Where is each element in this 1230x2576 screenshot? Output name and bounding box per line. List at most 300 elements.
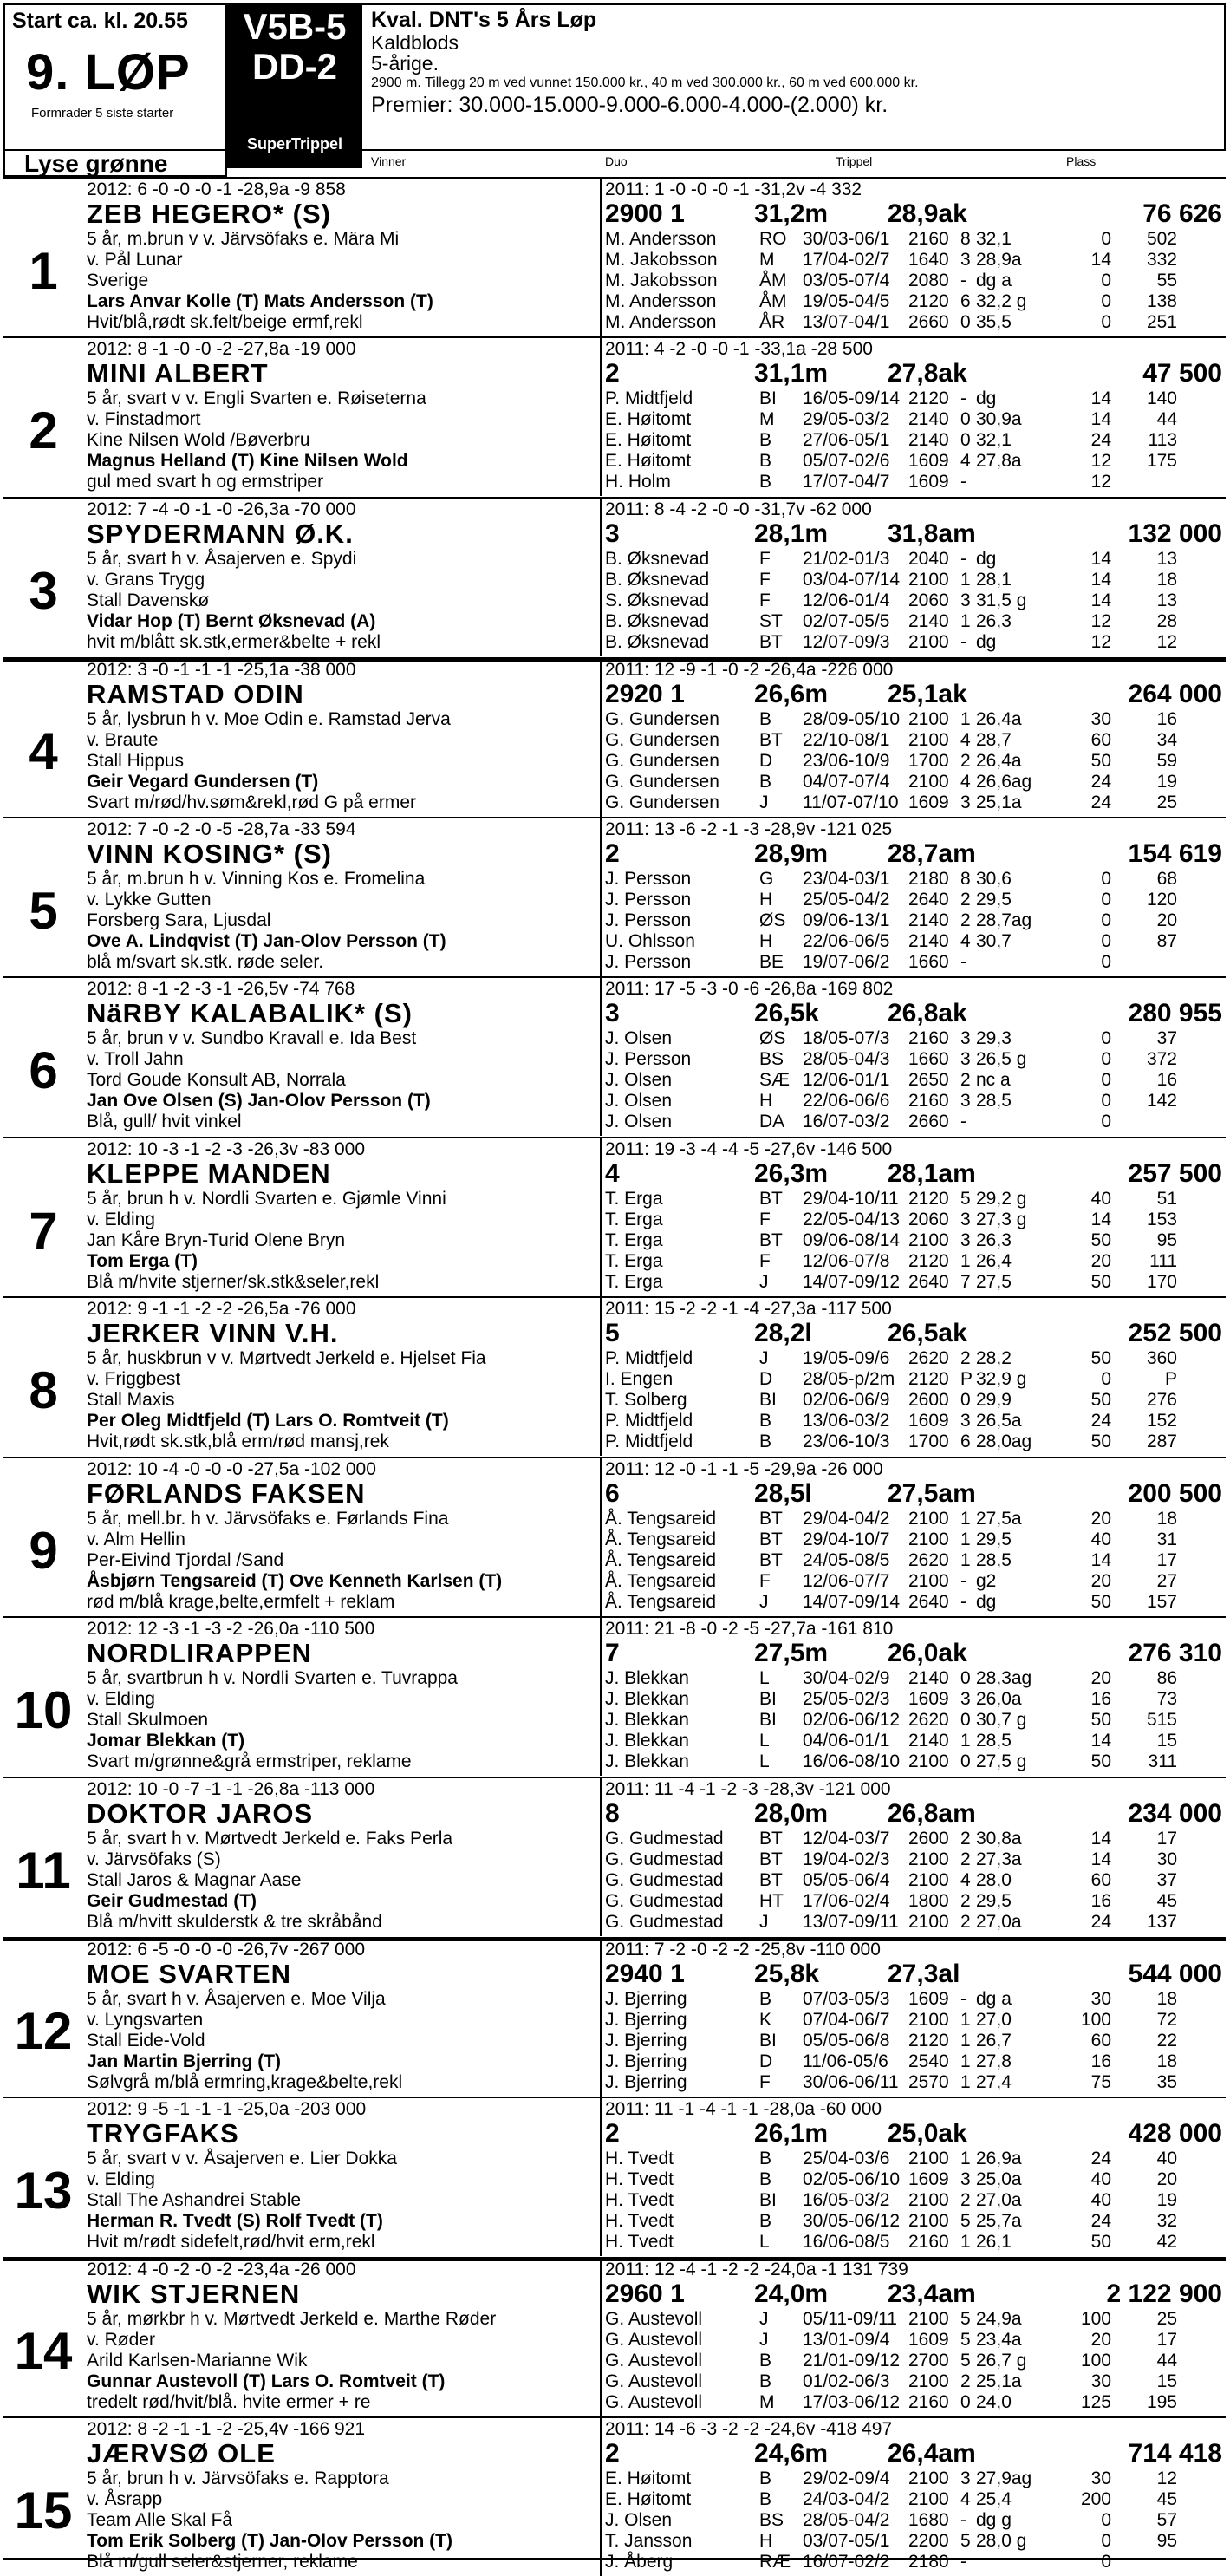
race-dist: 2160: [908, 2392, 949, 2412]
race-date: 16/05-09/14: [803, 388, 901, 408]
horse-name: RAMSTAD ODIN: [87, 679, 304, 709]
race-odds: 20: [1090, 1509, 1111, 1529]
race-time: 26,4: [976, 1251, 1012, 1271]
race-prize: 140: [1146, 388, 1177, 408]
stats-2011: 2011: 13 -6 -2 -1 -3 -28,9v -121 025: [605, 819, 893, 839]
race-date: 21/02-01/3: [803, 549, 890, 569]
race-dist: 2120: [908, 388, 949, 408]
race-driver: M. Andersson: [605, 229, 717, 249]
race-dist: 2100: [908, 1230, 949, 1250]
race-track: ÅM: [759, 291, 787, 311]
race-place: 8: [960, 229, 971, 249]
race-track: ØS: [759, 910, 786, 930]
race-dist: 2600: [908, 1390, 949, 1410]
race-date: 29/05-03/2: [803, 409, 890, 429]
race-prize: 175: [1146, 451, 1177, 471]
horse-entry: [3, 1778, 1226, 1936]
stats-2011: 2011: 8 -4 -2 -0 -0 -31,7v -62 000: [605, 499, 872, 519]
column-divider: [600, 1458, 602, 1616]
race-time: 25,0a: [976, 2169, 1022, 2189]
horse-entry: [3, 1138, 1226, 1296]
race-dist: 2180: [908, 869, 949, 889]
race-driver: J. Bjerring: [605, 2010, 687, 2030]
horse-trainer-driver: Ove A. Lindqvist (T) Jan-Olov Persson (T): [87, 931, 446, 951]
record-1: 24,0m: [754, 2279, 829, 2308]
column-divider: [600, 1939, 602, 2097]
record-1: 26,5k: [754, 999, 820, 1027]
race-date: 14/07-09/12: [803, 1272, 901, 1292]
start-number: 15: [14, 2481, 73, 2540]
distance-summary: 2920 1: [605, 680, 685, 708]
start-number: 3: [29, 562, 58, 620]
horse-name: TRYGFAKS: [87, 2118, 239, 2149]
race-prize: 17: [1156, 1829, 1177, 1849]
race-prize: 95: [1156, 1230, 1177, 1250]
start-number: 11: [16, 1842, 71, 1900]
race-prize: 138: [1146, 291, 1177, 311]
race-driver: H. Tvedt: [605, 2232, 674, 2252]
horse-name: MINI ALBERT: [87, 358, 269, 388]
distance-summary: 2960 1: [605, 2279, 685, 2308]
race-dist: 2140: [908, 910, 949, 930]
race-place: -: [960, 388, 966, 408]
race-date: 27/06-05/1: [803, 430, 890, 450]
horse-name: MOE SVARTEN: [87, 1959, 292, 1989]
race-driver: J. Blekkan: [605, 1668, 689, 1688]
col-duo: Duo: [605, 154, 628, 168]
race-date: 09/06-08/14: [803, 1230, 901, 1250]
horse-pedigree: 5 år, brun h v. Järvsöfaks e. Rapptora: [87, 2468, 389, 2488]
race-prize: 37: [1156, 1870, 1177, 1890]
horse-owner: Kine Nilsen Wold /Bøverbru: [87, 430, 310, 450]
race-driver: G. Gudmestad: [605, 1829, 724, 1849]
record-2: 25,1ak: [888, 680, 967, 708]
race-time: 28,0 g: [976, 2531, 1027, 2551]
race-driver: E. Høitomt: [605, 451, 692, 471]
race-place: 5: [960, 1189, 971, 1209]
horse-pedigree: 5 år, m.brun v v. Järvsöfaks e. Mära Mi: [87, 229, 400, 249]
distance-summary: 2940 1: [605, 1960, 685, 1988]
race-driver: M. Andersson: [605, 312, 717, 332]
race-place: 7: [960, 1272, 971, 1292]
race-prize: 142: [1146, 1091, 1177, 1111]
start-number: 7: [29, 1202, 58, 1260]
race-track: BT: [759, 1230, 783, 1250]
race-track: M: [759, 2392, 775, 2412]
race-track: F: [759, 570, 771, 590]
race-track: F: [759, 1210, 771, 1229]
distance-summary: 8: [605, 1799, 620, 1828]
stats-2012: 2012: 12 -3 -1 -3 -2 -26,0a -110 500: [87, 1619, 375, 1639]
column-divider: [600, 2259, 602, 2416]
column-divider: [600, 179, 602, 336]
race-prize: 18: [1156, 1509, 1177, 1529]
race-driver: J. Åberg: [605, 2552, 674, 2572]
race-prize: 12: [1156, 632, 1177, 652]
race-track: BT: [759, 632, 783, 652]
horse-trainer-driver: Åsbjørn Tengsareid (T) Ove Kenneth Karlsen (T): [87, 1571, 503, 1591]
race-time: 27,0a: [976, 1912, 1022, 1932]
race-date: 17/03-06/12: [803, 2392, 901, 2412]
race-track: L: [759, 1731, 770, 1751]
race-place: -: [960, 1571, 966, 1591]
race-dist: 2120: [908, 1369, 949, 1389]
race-place: 3: [960, 792, 971, 812]
race-date: 28/09-05/10: [803, 709, 901, 729]
race-dist: 2100: [908, 772, 949, 792]
race-place: 2: [960, 1070, 971, 1090]
race-title: Kval. DNT's 5 Års Løp: [371, 8, 597, 32]
race-date: 17/04-02/7: [803, 250, 890, 270]
race-time: 29,5: [976, 1529, 1012, 1549]
horse-owner: Stall Eide-Vold: [87, 2031, 205, 2051]
race-place: 2: [960, 1849, 971, 1869]
race-place: 2: [960, 890, 971, 910]
race-driver: M. Andersson: [605, 291, 717, 311]
horse-owner: Stall Hippus: [87, 751, 185, 771]
race-prize: 16: [1156, 709, 1177, 729]
race-place: 2: [960, 1891, 971, 1911]
column-divider: [600, 338, 602, 496]
race-driver: G. Gundersen: [605, 751, 719, 771]
distance-summary: 2900 1: [605, 199, 685, 228]
stats-2012: 2012: 9 -1 -1 -2 -2 -26,5a -76 000: [87, 1299, 356, 1319]
horse-entry: [3, 659, 1226, 817]
race-driver: P. Midtfjeld: [605, 1411, 693, 1431]
race-odds: 40: [1090, 1189, 1111, 1209]
stats-2011: 2011: 21 -8 -0 -2 -5 -27,7a -161 810: [605, 1619, 894, 1639]
distance-summary: 7: [605, 1639, 620, 1667]
race-track: J: [759, 1272, 769, 1292]
race-odds: 50: [1090, 1592, 1111, 1612]
race-odds: 12: [1090, 472, 1111, 492]
race-odds: 50: [1090, 1751, 1111, 1771]
race-odds: 0: [1101, 2552, 1111, 2572]
race-date: 04/07-07/4: [803, 772, 890, 792]
stats-2011: 2011: 11 -4 -1 -2 -3 -28,3v -121 000: [605, 1779, 891, 1799]
record-2: 31,8am: [888, 519, 976, 548]
race-driver: G. Austevoll: [605, 2371, 703, 2391]
record-2: 26,8ak: [888, 999, 967, 1027]
race-date: 29/02-09/4: [803, 2468, 890, 2488]
distance-summary: 5: [605, 1319, 620, 1347]
horse-name: WIK STJERNEN: [87, 2279, 301, 2309]
race-date: 21/01-09/12: [803, 2351, 901, 2371]
race-odds: 24: [1090, 772, 1111, 792]
race-prize: 372: [1146, 1049, 1177, 1069]
race-driver: J. Blekkan: [605, 1689, 689, 1709]
race-track: J: [759, 792, 769, 812]
race-dist: 2140: [908, 611, 949, 631]
race-prize: 15: [1156, 2371, 1177, 2391]
horse-entry: [3, 1939, 1226, 2097]
race-time: 28,7: [976, 730, 1012, 750]
stats-2012: 2012: 6 -5 -0 -0 -0 -26,7v -267 000: [87, 1940, 366, 1960]
horse-trainer-driver: Jomar Blekkan (T): [87, 1731, 245, 1751]
race-time: 29,5: [976, 1891, 1012, 1911]
race-time: 26,9a: [976, 2149, 1022, 2168]
race-time: 28,5: [976, 1091, 1012, 1111]
col-plass: Plass: [1066, 154, 1097, 168]
race-place: -: [960, 472, 966, 492]
race-dist: 2160: [908, 1091, 949, 1111]
race-time: 26,5 g: [976, 1049, 1027, 1069]
total-earnings: 2 122 900: [1106, 2279, 1222, 2308]
race-odds: 16: [1090, 2051, 1111, 2071]
race-prize: 17: [1156, 2330, 1177, 2350]
race-odds: 0: [1101, 890, 1111, 910]
race-dist: 2100: [908, 1509, 949, 1529]
race-prize: 18: [1156, 2051, 1177, 2071]
record-2: 27,8ak: [888, 359, 967, 388]
race-driver: T. Erga: [605, 1251, 663, 1271]
horse-dam-sire: v. Braute: [87, 730, 159, 750]
race-prize: 19: [1156, 2190, 1177, 2210]
race-time: 25,1a: [976, 2371, 1022, 2391]
race-prize: 95: [1156, 2531, 1177, 2551]
horse-name: VINN KOSING* (S): [87, 838, 332, 869]
race-driver: M. Jakobsson: [605, 271, 718, 290]
horse-separator: [3, 2558, 1226, 2560]
horse-pedigree: 5 år, svart h v. Åsajerven e. Spydi: [87, 549, 357, 569]
race-time: 30,8a: [976, 1829, 1022, 1849]
race-prize: 15: [1156, 1731, 1177, 1751]
race-date: 16/07-03/2: [803, 1112, 890, 1131]
race-time: 26,7 g: [976, 2351, 1027, 2371]
race-prize: 25: [1156, 2309, 1177, 2329]
race-date: 30/04-02/9: [803, 1668, 890, 1688]
race-dist: 2620: [908, 1710, 949, 1730]
horse-pedigree: 5 år, huskbrun v v. Mørtvedt Jerkeld e. Hjelset Fia: [87, 1348, 486, 1368]
horse-owner: Stall Maxis: [87, 1390, 175, 1410]
race-driver: J. Olsen: [605, 2510, 673, 2530]
race-odds: 0: [1101, 2531, 1111, 2551]
color-label: Lyse grønne: [3, 151, 227, 177]
race-dist: 1680: [908, 2510, 949, 2530]
race-prize: 120: [1146, 890, 1177, 910]
game-type-supertrippel: SuperTrippel: [246, 135, 343, 153]
race-prize: 59: [1156, 751, 1177, 771]
race-place: -: [960, 632, 966, 652]
race-place: 1: [960, 570, 971, 590]
race-date: 11/06-05/6: [803, 2051, 888, 2071]
race-track: B: [759, 2468, 772, 2488]
race-distance: 2900 m. Tillegg 20 m ved vunnet 150.000 kr., 40 m ved 300.000 kr., 60 m ved 600.000 kr.: [371, 75, 919, 90]
race-time: 35,5: [976, 312, 1012, 332]
race-odds: 30: [1090, 2371, 1111, 2391]
column-divider: [600, 978, 602, 1136]
horse-colors: rød m/blå krage,belte,ermfelt + reklam: [87, 1592, 395, 1612]
stats-2012: 2012: 8 -2 -1 -1 -2 -25,4v -166 921: [87, 2419, 366, 2439]
race-place: 3: [960, 1049, 971, 1069]
race-date: 16/06-08/5: [803, 2232, 890, 2252]
race-prize: 276: [1146, 1390, 1177, 1410]
horse-dam-sire: v. Elding: [87, 2169, 155, 2189]
race-time: 27,4: [976, 2072, 1012, 2092]
race-time: dg g: [976, 2510, 1012, 2530]
column-divider: [600, 1138, 602, 1296]
horse-trainer-driver: Tom Erik Solberg (T) Jan-Olov Persson (T): [87, 2531, 452, 2551]
race-time: 26,0a: [976, 1689, 1022, 1709]
record-2: 26,5ak: [888, 1319, 967, 1347]
horse-name: SPYDERMANN Ø.K.: [87, 518, 354, 549]
race-date: 12/06-01/1: [803, 1070, 890, 1090]
distance-summary: 2: [605, 2439, 620, 2468]
race-dist: 2640: [908, 1272, 949, 1292]
race-dist: 2140: [908, 409, 949, 429]
start-number: 10: [14, 1681, 73, 1739]
horse-colors: Blå m/gull seler&stjerner, reklame: [87, 2552, 358, 2572]
horse-owner: Stall Jaros & Magnar Aase: [87, 1870, 302, 1890]
race-odds: 0: [1101, 271, 1111, 290]
record-1: 28,0m: [754, 1799, 829, 1828]
race-driver: B. Øksnevad: [605, 611, 710, 631]
race-time: 28,7ag: [976, 910, 1032, 930]
race-dist: 2100: [908, 2371, 949, 2391]
race-time: 27,8a: [976, 451, 1022, 471]
race-driver: H. Holm: [605, 472, 671, 492]
column-divider: [600, 2098, 602, 2256]
race-odds: 50: [1090, 1272, 1111, 1292]
race-place: 3: [960, 2169, 971, 2189]
race-odds: 24: [1090, 430, 1111, 450]
race-date: 19/05-04/5: [803, 291, 890, 311]
horse-colors: Svart m/grønne&grå ermstriper, reklame: [87, 1751, 412, 1771]
race-odds: 50: [1090, 1348, 1111, 1368]
total-earnings: 154 619: [1128, 839, 1222, 868]
race-place: 0: [960, 1710, 971, 1730]
race-odds: 14: [1090, 1550, 1111, 1570]
horse-pedigree: 5 år, mørkbr h v. Mørtvedt Jerkeld e. Marthe Røder: [87, 2309, 497, 2329]
distance-summary: 2: [605, 839, 620, 868]
race-driver: T. Solberg: [605, 1390, 687, 1410]
race-dist: 2620: [908, 1550, 949, 1570]
race-driver: J. Bjerring: [605, 2072, 687, 2092]
race-date: 02/05-06/10: [803, 2169, 901, 2189]
race-date: 25/05-02/3: [803, 1689, 890, 1709]
race-odds: 0: [1101, 931, 1111, 951]
race-date: 19/07-06/2: [803, 952, 890, 972]
race-dist: 2540: [908, 2051, 949, 2071]
race-place: 3: [960, 590, 971, 610]
race-odds: 0: [1101, 1049, 1111, 1069]
race-odds: 200: [1080, 2489, 1111, 2509]
race-prize: 32: [1156, 2211, 1177, 2231]
horse-dam-sire: v. Elding: [87, 1689, 155, 1709]
race-time: 23,4a: [976, 2330, 1022, 2350]
race-driver: G. Gudmestad: [605, 1849, 724, 1869]
race-track: BI: [759, 1390, 777, 1410]
race-odds: 24: [1090, 1912, 1111, 1932]
race-prize: 44: [1156, 409, 1177, 429]
race-track: J: [759, 1912, 769, 1932]
record-1: 26,6m: [754, 680, 829, 708]
race-dist: 2100: [908, 2468, 949, 2488]
race-dist: 1609: [908, 1689, 949, 1709]
horse-entry: [3, 818, 1226, 976]
race-dist: 2060: [908, 590, 949, 610]
race-place: -: [960, 1592, 966, 1612]
horse-colors: Sølvgrå m/blå ermring,krage&belte,rekl: [87, 2072, 403, 2092]
horse-colors: Svart m/rød/hv.søm&rekl,rød G på ermer: [87, 792, 416, 812]
race-place: 5: [960, 2531, 971, 2551]
race-track: BT: [759, 1509, 783, 1529]
race-dist: 1609: [908, 1411, 949, 1431]
race-odds: 14: [1090, 1829, 1111, 1849]
race-driver: J. Persson: [605, 952, 692, 972]
race-odds: 14: [1090, 570, 1111, 590]
race-dist: 2160: [908, 2232, 949, 2252]
race-driver: B. Øksnevad: [605, 549, 710, 569]
race-time: 26,4a: [976, 709, 1022, 729]
race-dist: 2100: [908, 1912, 949, 1932]
race-odds: 0: [1101, 1091, 1111, 1111]
race-date: 25/04-03/6: [803, 2149, 890, 2168]
record-2: 27,5am: [888, 1479, 976, 1508]
race-odds: 14: [1090, 590, 1111, 610]
race-place: 1: [960, 1529, 971, 1549]
horse-trainer-driver: Tom Erga (T): [87, 1251, 198, 1271]
race-driver: J. Blekkan: [605, 1751, 689, 1771]
race-odds: 50: [1090, 1230, 1111, 1250]
total-earnings: 132 000: [1128, 519, 1222, 548]
race-prize: 287: [1146, 1431, 1177, 1451]
race-dist: 2640: [908, 890, 949, 910]
start-number: 9: [29, 1522, 58, 1580]
race-odds: 100: [1080, 2351, 1111, 2371]
race-driver: G. Austevoll: [605, 2330, 703, 2350]
race-place: 4: [960, 772, 971, 792]
race-track: F: [759, 2072, 771, 2092]
race-prize: P: [1164, 1369, 1177, 1389]
stats-2011: 2011: 19 -3 -4 -4 -5 -27,6v -146 500: [605, 1139, 893, 1159]
race-date: 22/10-08/1: [803, 730, 890, 750]
race-prize: 73: [1156, 1689, 1177, 1709]
race-odds: 20: [1090, 1251, 1111, 1271]
race-prize: 20: [1156, 2169, 1177, 2189]
race-place: 4: [960, 931, 971, 951]
race-odds: 60: [1090, 730, 1111, 750]
race-dist: 2040: [908, 549, 949, 569]
horse-pedigree: 5 år, svart h v. Åsajerven e. Moe Vilja: [87, 1989, 386, 2009]
race-time: 25,7a: [976, 2211, 1022, 2231]
race-prize: 13: [1156, 549, 1177, 569]
race-prize: 515: [1146, 1710, 1177, 1730]
horse-dam-sire: v. Pål Lunar: [87, 250, 183, 270]
race-date: 17/07-04/7: [803, 472, 890, 492]
race-driver: U. Ohlsson: [605, 931, 695, 951]
race-prize: 35: [1156, 2072, 1177, 2092]
race-driver: J. Olsen: [605, 1091, 673, 1111]
horse-entry: [3, 1298, 1226, 1456]
race-driver: J. Bjerring: [605, 2051, 687, 2071]
race-prize: 28: [1156, 611, 1177, 631]
race-dist: 2100: [908, 570, 949, 590]
race-prize: 113: [1148, 430, 1177, 450]
total-earnings: 234 000: [1128, 1799, 1222, 1828]
column-divider: [600, 1298, 602, 1456]
race-driver: G. Gudmestad: [605, 1870, 724, 1890]
race-date: 30/06-06/11: [803, 2072, 899, 2092]
race-header-left: [3, 3, 227, 151]
horse-owner: Stall The Ashandrei Stable: [87, 2190, 302, 2210]
race-odds: 24: [1090, 792, 1111, 812]
race-dist: 2200: [908, 2531, 949, 2551]
race-date: 28/05-04/3: [803, 1049, 890, 1069]
horse-entry: [3, 499, 1226, 656]
race-odds: 40: [1090, 2169, 1111, 2189]
race-time: 31,5 g: [976, 590, 1027, 610]
